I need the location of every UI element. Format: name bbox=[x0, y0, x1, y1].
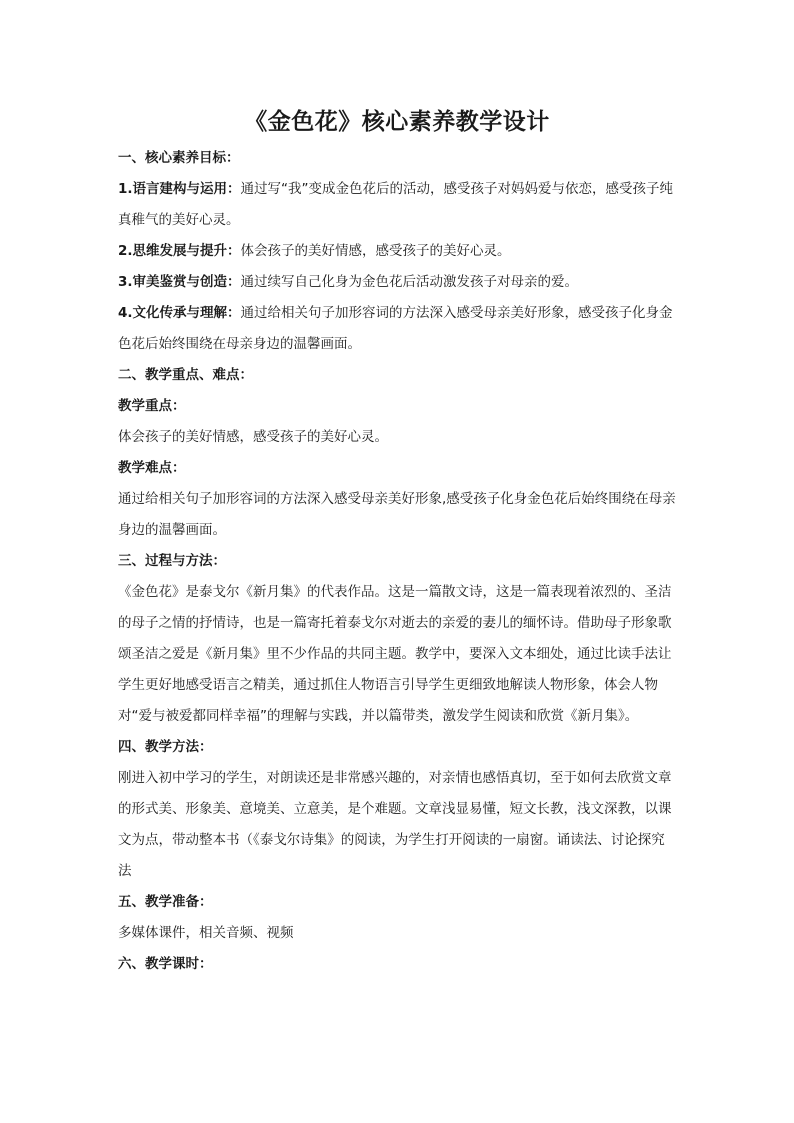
goal-paragraph bbox=[118, 236, 678, 267]
goal-label: 1.语言建构与运用： bbox=[118, 181, 241, 197]
document-body bbox=[118, 143, 678, 980]
subheading: 教学难点： bbox=[118, 460, 186, 476]
goal-label: 4.文化传承与理解： bbox=[118, 305, 241, 321]
goal-paragraph bbox=[118, 174, 678, 236]
paragraph: 通过给相关句子加形容词的方法深入感受母亲美好形象,感受孩子化身金色花后始终围绕在母亲身边的温馨画面。 bbox=[118, 491, 676, 538]
section-heading: 六、教学课时： bbox=[118, 956, 213, 972]
goal-text: 通过给相关句子加形容词的方法深入感受母亲美好形象，感受孩子化身金色花后始终围绕在母亲身边的温馨画面。 bbox=[118, 305, 673, 352]
goal-label: 2.思维发展与提升： bbox=[118, 243, 241, 259]
paragraph: 刚进入初中学习的学生，对朗读还是非常感兴趣的，对亲情也感悟真切，至于如何去欣赏文章的形式美、形象美、意境美、立意美，是个难题。文章浅显易懂，短文长教，浅文深教，以课文为点，带动整本书（《泰戈尔诗集》的阅读，为学生打开阅读的一扇窗。诵读法、讨论探究法 bbox=[118, 770, 672, 879]
goal-label: 3.审美鉴赏与创造： bbox=[118, 274, 241, 290]
goal-paragraph bbox=[118, 298, 678, 360]
section-heading: 一、核心素养目标： bbox=[118, 150, 240, 166]
paragraph: 《金色花》是泰戈尔《新月集》的代表作品。这是一篇散文诗，这是一篇表现着浓烈的、圣洁的母子之情的抒情诗，也是一篇寄托着泰戈尔对逝去的亲爱的妻儿的缅怀诗。借助母子形象歌颂圣洁之爱是《新月集》里不少作品的共同主题。教学中，要深入文本细处，通过比读手法让学生更好地感受语言之精美，通过抓住人物语言引导学生更细致地解读人物形象，体会人物对“爱与被爱都同样幸福”的理解与实践，并以篇带类，激发学生阅读和欣赏《新月集》。 bbox=[118, 584, 672, 724]
subheading: 教学重点： bbox=[118, 398, 186, 414]
section-heading: 四、教学方法： bbox=[118, 739, 213, 755]
section-heading: 三、过程与方法： bbox=[118, 553, 226, 569]
section-heading: 二、教学重点、难点： bbox=[118, 367, 253, 383]
goal-text: 通过续写自己化身为金色花后活动激发孩子对母亲的爱。 bbox=[240, 274, 579, 290]
goal-text: 体会孩子的美好情感，感受孩子的美好心灵。 bbox=[240, 243, 511, 259]
section-heading: 五、教学准备： bbox=[118, 894, 213, 910]
paragraph: 体会孩子的美好情感，感受孩子的美好心灵。 bbox=[118, 429, 388, 445]
goal-paragraph bbox=[118, 267, 678, 298]
goal-text: 通过写“我”变成金色花后的活动，感受孩子对妈妈爱与依恋，感受孩子纯真稚气的美好心灵。 bbox=[118, 181, 674, 228]
document-title: 《金色花》核心素养教学设计 bbox=[244, 109, 550, 135]
paragraph: 多媒体课件，相关音频、视频 bbox=[118, 925, 294, 941]
